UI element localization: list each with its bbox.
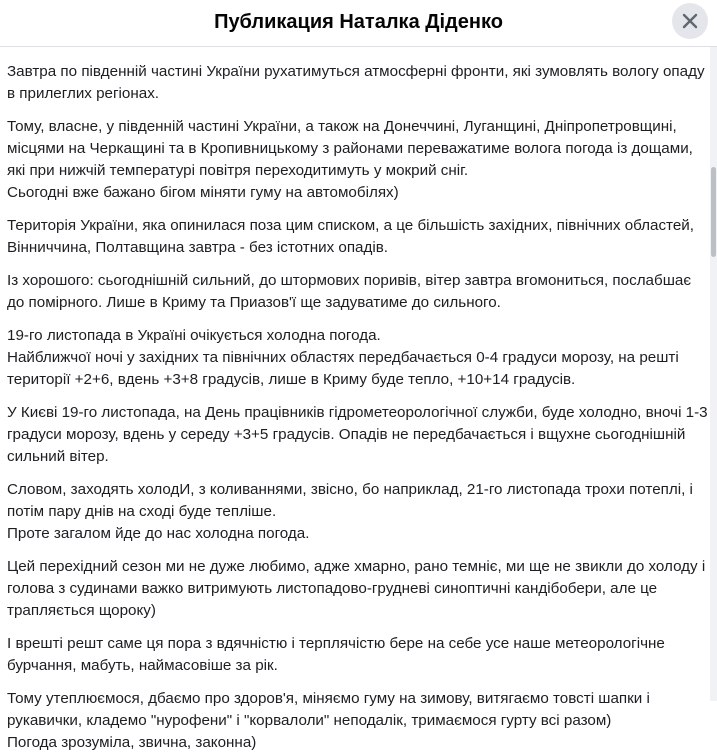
post-paragraph: У Києві 19-го листопада, на День працівників гідрометеорологічної служби, буде холодно, вночі 1-3 градуси морозу, вдень у середу +3+5 градусів. Опадів не передбачається і вщухне сьогоднішній сильний вітер. — [7, 404, 708, 465]
post-paragraph: Тому утеплюємося, дбаємо про здоров'я, міняємо гуму на зимову, витягаємо товсті шапки і рукавички, кладемо "нурофени" і "корвалоли" неподалік, тримаємося гурту всі разом) Погода зрозуміла, звична, законна) — [7, 690, 650, 751]
post-body — [0, 47, 710, 751]
post-paragraph: І врешті решт саме ця пора з вдячністю і терплячістю бере на себе усе наше метеорологічне бурчання, мабуть, наймасовіше за рік. — [7, 635, 665, 674]
post-paragraph: Із хорошого: сьогоднішній сильний, до штормових поривів, вітер завтра вгомониться, послабшає до помірного. Лише в Криму та Приазов'ї ще задуватиме до сильного. — [7, 272, 692, 311]
post-paragraph: Територія України, яка опинилася поза цим списком, а це більшість західних, північних областей, Вінниччина, Полтавщина завтра - без істотних опадів. — [7, 217, 694, 256]
close-icon — [682, 13, 698, 29]
post-paragraph: Словом, заходять холодИ, з коливаннями, звісно, бо наприклад, 21-го листопада трохи потеплі, і потім пару днів на сході буде тепліше. Проте загалом йде до нас холодна погода. — [7, 481, 693, 542]
dialog-header — [0, 0, 717, 47]
post-paragraph: Завтра по південній частині України рухатимуться атмосферні фронти, які зумовлять вологу опаду в прилеглих регіонах. — [7, 63, 705, 102]
dialog-title: Публикация Наталка Діденко — [214, 11, 503, 33]
close-button[interactable] — [672, 3, 708, 39]
post-paragraph: 19-го листопада в Україні очікується холодна погода. Найближчої ночі у західних та північних областях передбачається 0-4 градуси морозу, на решті території +2+6, вдень +3+8 градусів, лише в Криму буде тепло, +10+14 градусів. — [7, 327, 679, 388]
scrollbar-thumb[interactable] — [711, 167, 716, 257]
post-paragraph: Тому, власне, у південній частині України, а також на Донеччині, Луганщині, Дніпропетровщині, місцями на Черкащині та в Кропивницькому з районами переважатиме волога погода із дощами, які при нижчій температурі повітря переходитимуть у мокрий сніг. Сьогодні вже бажано бігом міняти гуму на автомобілях) — [7, 118, 693, 201]
post-paragraph: Цей перехідний сезон ми не дуже любимо, адже хмарно, рано темніє, ми ще не звикли до холоду і голова з судинами важко витримують листопадово-грудневі синоптичні кандібобери, але це трапляється щороку) — [7, 558, 706, 619]
scrollbar[interactable] — [710, 47, 717, 701]
